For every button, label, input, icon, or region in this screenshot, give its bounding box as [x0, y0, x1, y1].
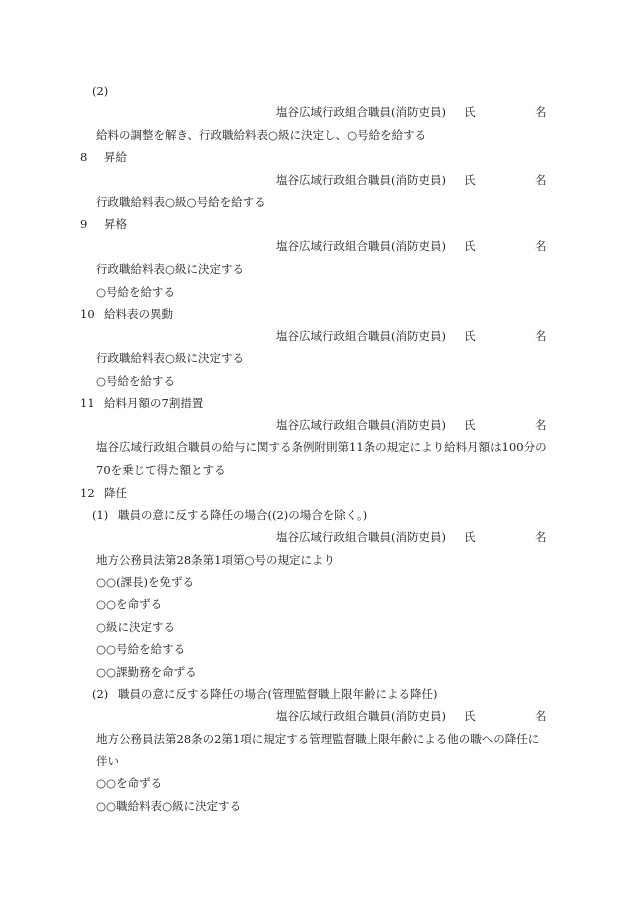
section-number: 8	[80, 150, 88, 164]
section-11-heading	[80, 396, 203, 410]
section-title: 昇格	[104, 217, 127, 231]
section-title: 給料表の異動	[104, 307, 173, 321]
section-number: 9	[80, 217, 88, 231]
subsection-title: 職員の意に反する降任の場合(管理監督職上限年齢による降任)	[118, 687, 438, 701]
subsection-1-heading	[92, 508, 367, 522]
body-line: ○○号給を給する	[96, 642, 186, 656]
body-line: 塩谷広域行政組合職員の給与に関する条例附則第11条の規定により給料月額は100分の	[96, 440, 547, 454]
signature-shi: 氏	[464, 530, 476, 544]
body-line: ○号給を給する	[96, 285, 176, 299]
subsection-2-heading	[92, 687, 437, 701]
signature-shi: 氏	[464, 105, 476, 119]
body-line: 給料の調整を解き、行政職給料表○級に決定し、○号給を給する	[96, 128, 427, 142]
signature-shi: 氏	[464, 329, 476, 343]
section-8-heading	[80, 150, 127, 164]
signature-shi: 氏	[464, 418, 476, 432]
signature-org: 塩谷広域行政組合職員(消防吏員)	[276, 418, 446, 432]
subsection-title: 職員の意に反する降任の場合((2)の場合を除く。)	[118, 508, 368, 522]
signature-shi: 氏	[464, 173, 476, 187]
body-line: 行政職給料表○級に決定する	[96, 262, 245, 276]
section-number: 11	[80, 396, 95, 410]
signature-mei: 名	[535, 239, 547, 253]
item-number: (2)	[92, 84, 109, 98]
signature-org: 塩谷広域行政組合職員(消防吏員)	[276, 530, 446, 544]
signature-org: 塩谷広域行政組合職員(消防吏員)	[276, 173, 446, 187]
body-line: 70を乗じて得た額とする	[96, 463, 226, 477]
body-line: ○○を命ずる	[96, 597, 163, 611]
body-line: 行政職給料表○級に決定する	[96, 351, 245, 365]
signature-org: 塩谷広域行政組合職員(消防吏員)	[276, 329, 446, 343]
section-9-heading	[80, 217, 127, 231]
body-line: ○級に決定する	[96, 620, 176, 634]
body-line: ○号給を給する	[96, 374, 176, 388]
signature-mei: 名	[535, 530, 547, 544]
subsection-number: (2)	[92, 687, 109, 701]
signature-mei: 名	[535, 105, 547, 119]
signature-shi: 氏	[464, 239, 476, 253]
section-title: 給料月額の7割措置	[104, 396, 204, 410]
section-number: 12	[80, 486, 95, 500]
signature-mei: 名	[535, 329, 547, 343]
body-line: ○○課勤務を命ずる	[96, 665, 197, 679]
body-line: 行政職給料表○級○号給を給する	[96, 195, 266, 209]
body-line: 地方公務員法第28条の2第1項に規定する管理監督職上限年齢による他の職への降任に	[96, 732, 540, 746]
signature-org: 塩谷広域行政組合職員(消防吏員)	[276, 239, 446, 253]
signature-org: 塩谷広域行政組合職員(消防吏員)	[276, 105, 446, 119]
body-line: ○○(課長)を免ずる	[96, 575, 195, 589]
body-line: ○○職給料表○級に決定する	[96, 799, 242, 813]
body-line: 地方公務員法第28条第1項第○号の規定により	[96, 553, 335, 567]
body-line: ○○を命ずる	[96, 776, 163, 790]
subsection-number: (1)	[92, 508, 109, 522]
signature-mei: 名	[535, 418, 547, 432]
signature-mei: 名	[535, 173, 547, 187]
section-12-heading	[80, 486, 127, 500]
body-line: 伴い	[96, 754, 119, 768]
section-title: 降任	[104, 486, 127, 500]
section-number: 10	[80, 307, 95, 321]
signature-mei: 名	[535, 709, 547, 723]
signature-shi: 氏	[464, 709, 476, 723]
section-title: 昇給	[104, 150, 127, 164]
section-10-heading	[80, 307, 173, 321]
signature-org: 塩谷広域行政組合職員(消防吏員)	[276, 709, 446, 723]
